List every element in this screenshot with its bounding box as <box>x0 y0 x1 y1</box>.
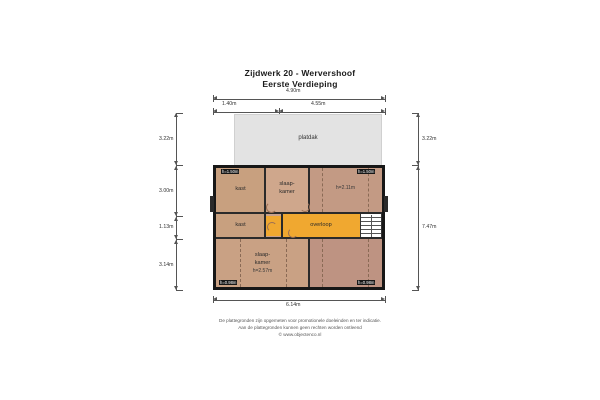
dim-left-line-2 <box>176 166 177 216</box>
room-size-right-top: h=2.11m <box>335 185 356 191</box>
staircase <box>360 213 382 239</box>
door-right-top <box>300 202 310 212</box>
dim-tick <box>176 239 183 240</box>
dim-arrow-up <box>416 166 420 170</box>
roofline-dash-4 <box>286 239 287 287</box>
dim-tick <box>176 165 183 166</box>
roofline-dash-5 <box>322 239 323 287</box>
dim-tick <box>213 108 214 115</box>
roofline-dash-2 <box>368 168 369 212</box>
dim-top-outer-label: 4.90m <box>286 88 301 94</box>
dim-left-label-2: 3.00m <box>159 188 174 194</box>
wall-vertical-5 <box>281 214 283 238</box>
dim-tick <box>176 216 183 217</box>
footer-line-3: © www.objectenco.nl <box>278 332 322 337</box>
room-label-platdak: platdak <box>298 135 318 141</box>
wall-vertical-4 <box>264 214 266 238</box>
window-label-bottom-left: h=0.98m <box>220 280 237 285</box>
room-label-slaap-top-1: slaap- <box>279 181 295 187</box>
footer-line-2: Aan de plattegronden kunnen geen rechten worden ontleend <box>238 325 362 330</box>
window-label-top-left: h=1.50m <box>222 169 239 174</box>
room-label-slaap-bottom-1: slaap- <box>254 252 271 258</box>
dim-left-line-4 <box>176 240 177 290</box>
footer-line-1: De plattegronden zijn opgemeten voor promotionele doeleinden en ter indicatie. <box>219 318 381 323</box>
door-slaapkamer-top <box>266 202 277 213</box>
dim-tick <box>385 296 386 303</box>
door-slaapkamer-bottom <box>288 228 298 238</box>
window-left <box>210 196 214 212</box>
room-label-slaap-top-2: kamer <box>279 189 295 195</box>
dim-top-outer-line <box>213 99 385 100</box>
dim-left-label-1: 3.22m <box>159 136 174 142</box>
dim-arrow-up <box>174 240 178 244</box>
dim-right-label-2: 7.47m <box>422 224 437 230</box>
dim-tick <box>385 95 386 102</box>
dim-top-left-label: 1.40m <box>222 101 237 107</box>
room-label-overloop: overloop <box>310 222 332 228</box>
dim-left-label-4: 3.14m <box>159 262 174 268</box>
room-platdak <box>234 114 382 167</box>
dim-tick <box>412 165 419 166</box>
dim-top-right-line <box>279 112 385 113</box>
room-label-kast-bottom: kast <box>235 222 246 228</box>
dim-left-line-1 <box>176 113 177 165</box>
dim-tick <box>176 113 183 114</box>
dim-tick <box>412 290 419 291</box>
dim-right-label-1: 3.22m <box>422 136 437 142</box>
room-label-slaap-bottom-2: kamer <box>254 260 271 266</box>
dim-tick <box>385 108 386 115</box>
dim-bottom-line <box>213 300 385 301</box>
dim-right-line-1 <box>418 113 419 165</box>
dim-tick <box>176 290 183 291</box>
dim-arrow-up <box>174 217 178 221</box>
roofline-dash-1 <box>322 168 323 212</box>
page-subtitle: Eerste Verdieping <box>262 79 338 89</box>
roofline-dash-3 <box>240 239 241 287</box>
door-kast-bottom <box>267 222 277 232</box>
page-title: Zijdwerk 20 - Wervershoof <box>244 68 356 78</box>
room-slaapkamer-right <box>309 168 382 212</box>
window-right <box>384 196 388 212</box>
room-label-kast-top: kast <box>235 186 246 192</box>
dim-left-label-3: 1.13m <box>159 224 174 230</box>
dim-tick <box>213 95 214 102</box>
room-kast-bottom <box>216 214 265 238</box>
dim-tick <box>412 113 419 114</box>
dim-top-right-label: 4.55m <box>311 101 326 107</box>
wall-vertical-3 <box>308 239 310 287</box>
room-kast-top <box>216 168 265 212</box>
room-size-slaap-bottom: h=2.57m <box>252 268 273 274</box>
dim-bottom-label: 6.14m <box>286 302 301 308</box>
dim-right-line-2 <box>418 166 419 290</box>
dim-top-left-line <box>213 112 279 113</box>
dim-tick <box>213 296 214 303</box>
window-label-bottom-right: h=0.98m <box>358 280 375 285</box>
window-label-top-right: h=1.50m <box>358 169 375 174</box>
dim-arrow-up <box>174 166 178 170</box>
wall-horizontal-top <box>216 212 382 214</box>
